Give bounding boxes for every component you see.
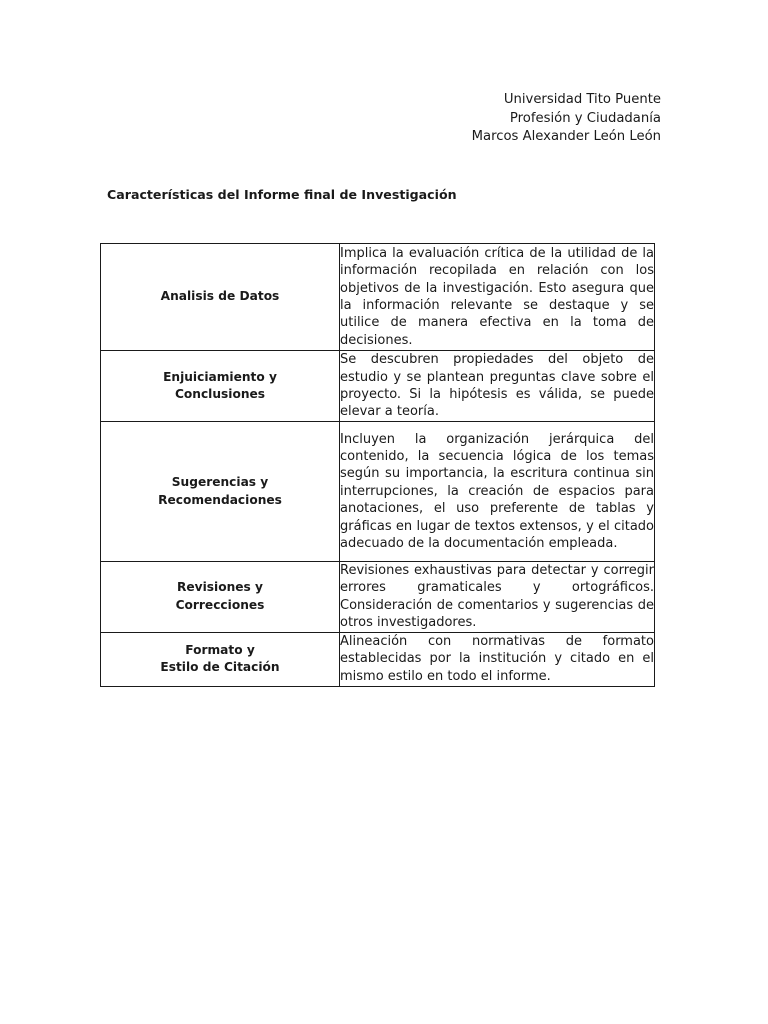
description-cell: Alineación con normativas de formato establecidas por la institución y citado en el mismo estilo en todo el informe.	[340, 632, 655, 686]
course-name: Profesión y Ciudadanía	[509, 110, 661, 126]
table-row	[101, 244, 655, 351]
term-cell	[101, 244, 340, 351]
characteristics-table	[100, 243, 655, 687]
table-row	[101, 422, 655, 562]
table-row	[101, 562, 655, 633]
author-name: Marcos Alexander León León	[471, 129, 661, 144]
term-label: Enjuiciamiento y	[163, 369, 277, 384]
term-label: Estilo de Citación	[160, 660, 280, 675]
term-cell	[101, 351, 340, 422]
university-name: Universidad Tito Puente	[503, 92, 661, 107]
term-label: Analisis de Datos	[160, 289, 280, 304]
term-label: Conclusiones	[174, 387, 266, 401]
term-label: Revisiones y	[177, 580, 263, 595]
term-cell	[101, 562, 340, 633]
description-cell: Implica la evaluación crítica de la utilidad de la información recopilada en relación con los objetivos de la investigación. Esto asegura que la información relevante se destaque y se utilice de manera efectiva en la toma de decisiones.	[340, 244, 655, 351]
document-title: Características del Informe final de Investigación	[107, 187, 457, 202]
term-label: Sugerencias y	[171, 475, 269, 489]
table-row	[101, 351, 655, 422]
term-label: Formato y	[185, 642, 255, 657]
term-label: Recomendaciones	[158, 492, 282, 507]
description-cell: Revisiones exhaustivas para detectar y corregir errores gramaticales y ortográficos. Consideración de comentarios y sugerencias de otros investigadores.	[340, 563, 654, 631]
term-cell	[101, 422, 340, 562]
term-label: Correcciones	[175, 597, 265, 612]
description-cell: Incluyen la organización jerárquica del contenido, la secuencia lógica de los temas según su importancia, la escritura continua sin interrupciones, la creación de espacios para anotaciones, el uso preferente de tablas y gráficas en lugar de textos extensos, y el citado adecuado de la documentación empleada.	[340, 422, 655, 562]
description-cell: Se descubren propiedades del objeto de estudio y se plantean preguntas clave sobre el proyecto. Si la hipótesis es válida, se puede elevar a teoría.	[340, 351, 655, 422]
term-cell	[101, 632, 340, 686]
author-header	[472, 91, 661, 147]
table-row	[101, 632, 655, 686]
